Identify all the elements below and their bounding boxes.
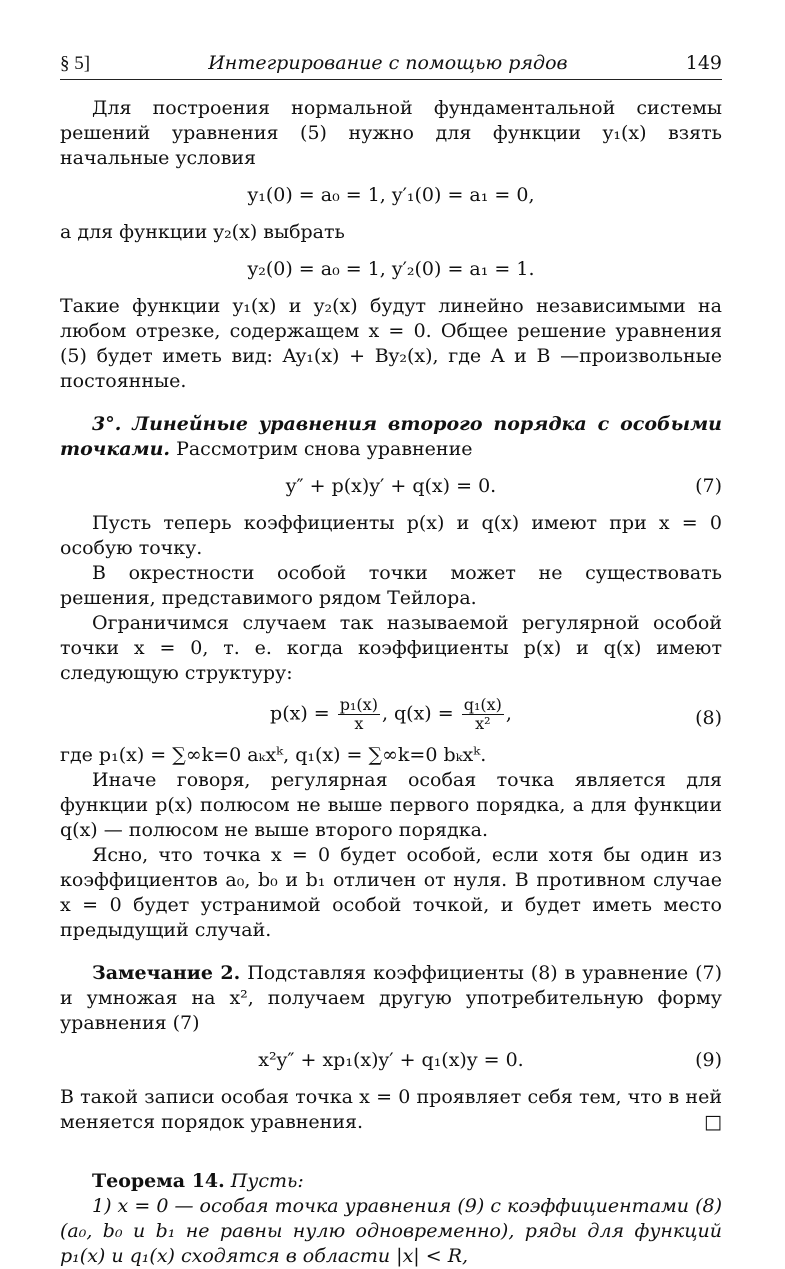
remark-2-label: Замечание 2.: [92, 962, 241, 984]
theorem-14: [60, 1169, 722, 1194]
paragraph-10: [60, 1085, 722, 1135]
section-3-paragraph: [60, 412, 722, 462]
theorem-14-intro: Пусть:: [224, 1170, 304, 1192]
paragraph-6: Ограничимся случаем так называемой регулярной особой точки x = 0, т. е. когда коэффициенты p(x) и q(x) имеют следующую структуру:: [60, 612, 722, 684]
section-marker: § 5]: [60, 53, 91, 74]
paragraph-10-text: В такой записи особая точка x = 0 проявляет себя тем, что в ней меняется порядок уравнения.: [60, 1086, 722, 1133]
paragraph-3: Такие функции y₁(x) и y₂(x) будут линейно независимыми на любом отрезке, содержащем x = 0. Общее решение уравнения (5) будет иметь вид: Ay₁(x) + By₂(x), где A и B —произвольные постоянные.: [60, 295, 722, 392]
running-header: [60, 52, 722, 80]
equation-8-number: (8): [695, 707, 722, 729]
paragraph-2: а для функции y₂(x) выбрать: [60, 221, 345, 243]
equation-9-number: (9): [695, 1049, 722, 1071]
eq8-p-fraction: [338, 696, 380, 733]
equation-9: [60, 1048, 722, 1073]
paragraph-5: В окрестности особой точки может не существовать решения, представимого рядом Тейлора.: [60, 562, 722, 609]
equation-8: [60, 696, 722, 733]
section-3-heading: 3°. Линейные уравнения второго порядка с особыми точками.: [60, 413, 722, 460]
paragraph-1: Для построения нормальной фундаментальной системы решений уравнения (5) нужно для функции y₁(x) взять начальные условия: [60, 97, 722, 169]
equation-7-number: (7): [695, 475, 722, 497]
eq8-q-numerator: q₁(x): [463, 695, 502, 714]
remark-2: [60, 961, 722, 1036]
paragraph-4: Пусть теперь коэффициенты p(x) и q(x) имеют при x = 0 особую точку.: [60, 512, 722, 559]
paragraph-9: Ясно, что точка x = 0 будет особой, если хотя бы один из коэффициентов a₀, b₀ и b₁ отличен от нуля. В противном случае x = 0 будет устранимой особой точкой, и будет иметь место предыдущий случай.: [60, 844, 722, 941]
theorem-14-item-1: 1) x = 0 — особая точка уравнения (9) с коэффициентами (8) (a₀, b₀ и b₁ не равны нулю одновременно), ряды для функций p₁(x) и q₁(x) сходятся в области |x| < R,: [60, 1195, 722, 1267]
eq8-q-denominator: x²: [475, 714, 491, 733]
equation-initial-y2: y₂(0) = a₀ = 1, y′₂(0) = a₁ = 1.: [247, 258, 535, 280]
theorem-14-label: Теорема 14.: [92, 1170, 225, 1192]
equation-9-body: x²y″ + xp₁(x)y′ + q₁(x)y = 0.: [258, 1049, 524, 1071]
qed-square-icon: □: [704, 1111, 722, 1133]
running-title: Интегрирование с помощью рядов: [208, 52, 568, 74]
equation-initial-y1: y₁(0) = a₀ = 1, y′₁(0) = a₁ = 0,: [247, 184, 535, 206]
remark-2-text: Подставляя коэффициенты (8) в уравнение (7) и умножая на x², получаем другую употребительную форму уравнения (7): [60, 962, 722, 1034]
eq8-tail: ,: [505, 702, 512, 725]
paragraph-8: Иначе говоря, регулярная особая точка является для функции p(x) полюсом не выше первого порядка, а для функции q(x) — полюсом не выше второго порядка.: [60, 769, 722, 841]
equation-7-body: y″ + p(x)y′ + q(x) = 0.: [285, 475, 497, 497]
section-3-text: Рассмотрим снова уравнение: [170, 438, 473, 460]
eq8-p-lhs: p(x) =: [270, 702, 330, 725]
page-number: 149: [685, 52, 722, 74]
eq8-q-lhs: , q(x) =: [381, 702, 454, 725]
eq8-p-numerator: p₁(x): [339, 695, 378, 714]
eq8-q-fraction: [462, 696, 504, 733]
equation-7: [60, 474, 722, 499]
paragraph-7: где p₁(x) = ∑∞k=0 aₖxᵏ, q₁(x) = ∑∞k=0 bₖxᵏ.: [60, 744, 487, 766]
page: [60, 52, 722, 1269]
eq8-p-denominator: x: [354, 714, 364, 733]
